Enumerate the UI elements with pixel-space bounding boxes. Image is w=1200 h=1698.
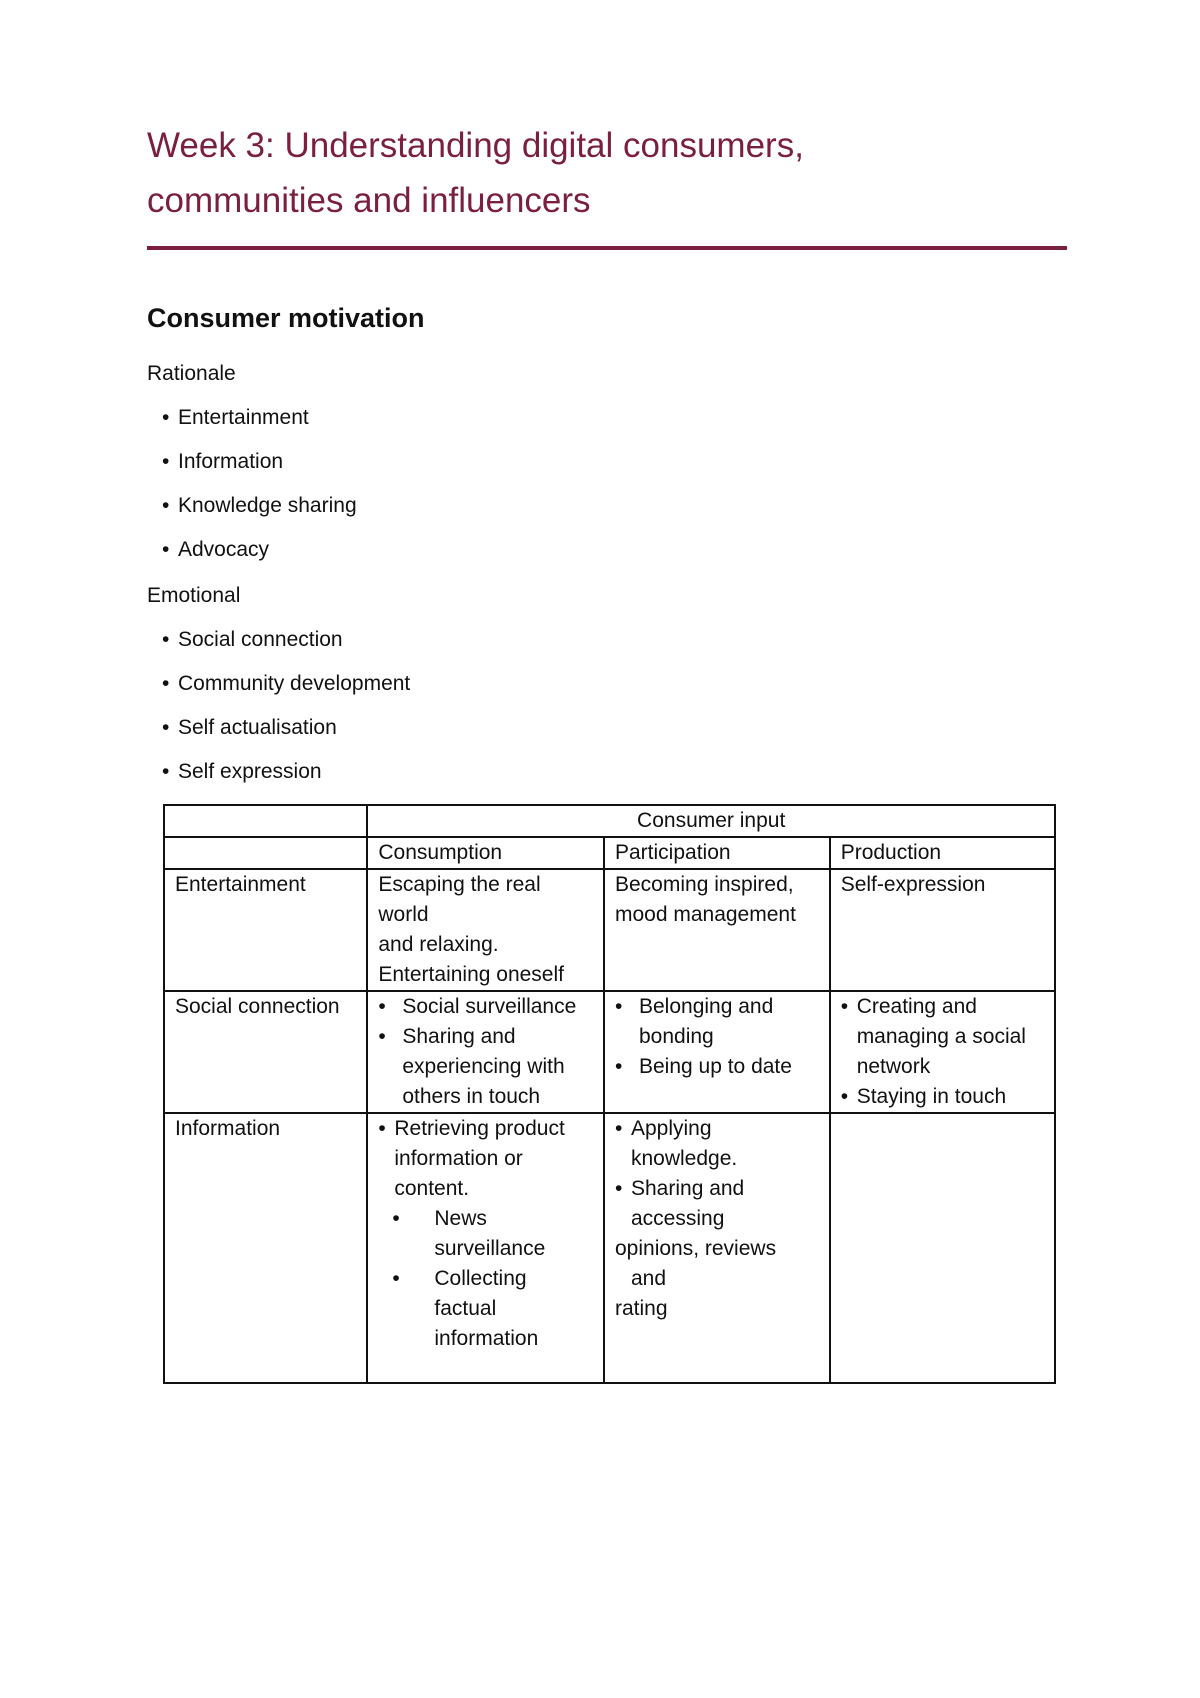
bullet-icon: •: [840, 995, 849, 1018]
emotional-label: Emotional: [147, 584, 241, 607]
bullet-icon: •: [162, 538, 170, 561]
column-header-participation: Participation: [604, 837, 830, 869]
group-header-consumer-input: Consumer input: [367, 805, 1055, 837]
information-participation-continuation: opinions, reviews and rating: [614, 1237, 777, 1320]
social-connection-consumption-cell: [367, 991, 604, 1113]
bullet-icon: •: [614, 1055, 623, 1078]
information-participation-cell: [604, 1113, 830, 1383]
table-row: [164, 869, 1055, 991]
entertainment-consumption-cell: Escaping the real world and relaxing. Entertaining oneself: [367, 869, 604, 991]
bullet-icon: •: [614, 1117, 623, 1140]
list-item: • Being up to date: [615, 1052, 819, 1082]
bullet-icon: •: [162, 672, 170, 695]
list-item: • Advocacy: [162, 538, 270, 561]
bullet-icon: •: [162, 450, 170, 473]
title-line-1: Week 3: Understanding digital consumers,: [147, 126, 804, 165]
list-item: • Sharing and experiencing with others in touch: [378, 1022, 593, 1112]
list-item: • Collecting factual information: [378, 1264, 593, 1354]
list-item: • News surveillance: [378, 1204, 593, 1264]
document-title: [147, 118, 1067, 228]
list-item: • Applying knowledge.: [615, 1114, 819, 1174]
bullet-icon: •: [614, 995, 623, 1018]
list-item: • Self actualisation: [162, 716, 337, 739]
list-item: • Creating and managing a social network: [841, 992, 1044, 1082]
list-item: • Retrieving product information or content.: [378, 1114, 593, 1204]
table-row: [164, 805, 1055, 837]
consumer-motivation-table: [163, 804, 1056, 1384]
column-header-consumption: Consumption: [367, 837, 604, 869]
table-cell-empty: [164, 837, 367, 869]
table-row: [164, 837, 1055, 869]
list-item: • Entertainment: [162, 406, 309, 429]
bullet-icon: •: [392, 1207, 400, 1230]
bullet-icon: •: [162, 716, 170, 739]
column-header-production: Production: [830, 837, 1055, 869]
row-label-information: Information: [164, 1113, 367, 1383]
bullet-icon: •: [392, 1267, 400, 1290]
information-production-cell: [830, 1113, 1055, 1383]
list-item: • Knowledge sharing: [162, 494, 357, 517]
bullet-icon: •: [162, 406, 170, 429]
row-label-social-connection: Social connection: [164, 991, 367, 1113]
list-item: • Belonging and bonding: [615, 992, 819, 1052]
bullet-icon: •: [162, 494, 170, 517]
bullet-icon: •: [840, 1085, 849, 1108]
entertainment-participation-cell: Becoming inspired, mood management: [604, 869, 830, 991]
list-item: • Social surveillance: [378, 992, 593, 1022]
table-row: [164, 991, 1055, 1113]
table-row: [164, 1113, 1055, 1383]
section-heading: Consumer motivation: [147, 303, 425, 333]
bullet-icon: •: [378, 995, 386, 1018]
information-consumption-cell: [367, 1113, 604, 1383]
bullet-icon: •: [614, 1177, 623, 1200]
bullet-icon: •: [378, 1117, 386, 1140]
list-item: • Staying in touch: [841, 1082, 1044, 1112]
bullet-icon: •: [162, 628, 170, 651]
table-cell-empty: [164, 805, 367, 837]
social-connection-production-cell: [830, 991, 1055, 1113]
list-item: • Information: [162, 450, 284, 473]
list-item: • Social connection: [162, 628, 343, 651]
title-divider: [147, 246, 1067, 250]
rationale-list: [162, 405, 357, 581]
bullet-icon: •: [162, 760, 170, 783]
bullet-icon: •: [378, 1025, 386, 1048]
rationale-label: Rationale: [147, 362, 236, 385]
social-connection-participation-cell: [604, 991, 830, 1113]
list-item: • Self expression: [162, 760, 322, 783]
emotional-list: [162, 627, 410, 803]
row-label-entertainment: Entertainment: [164, 869, 367, 991]
list-item: • Sharing and accessing: [615, 1174, 819, 1234]
entertainment-production-cell: Self-expression: [830, 869, 1055, 991]
list-item: • Community development: [162, 672, 411, 695]
title-line-2: communities and influencers: [147, 181, 591, 220]
